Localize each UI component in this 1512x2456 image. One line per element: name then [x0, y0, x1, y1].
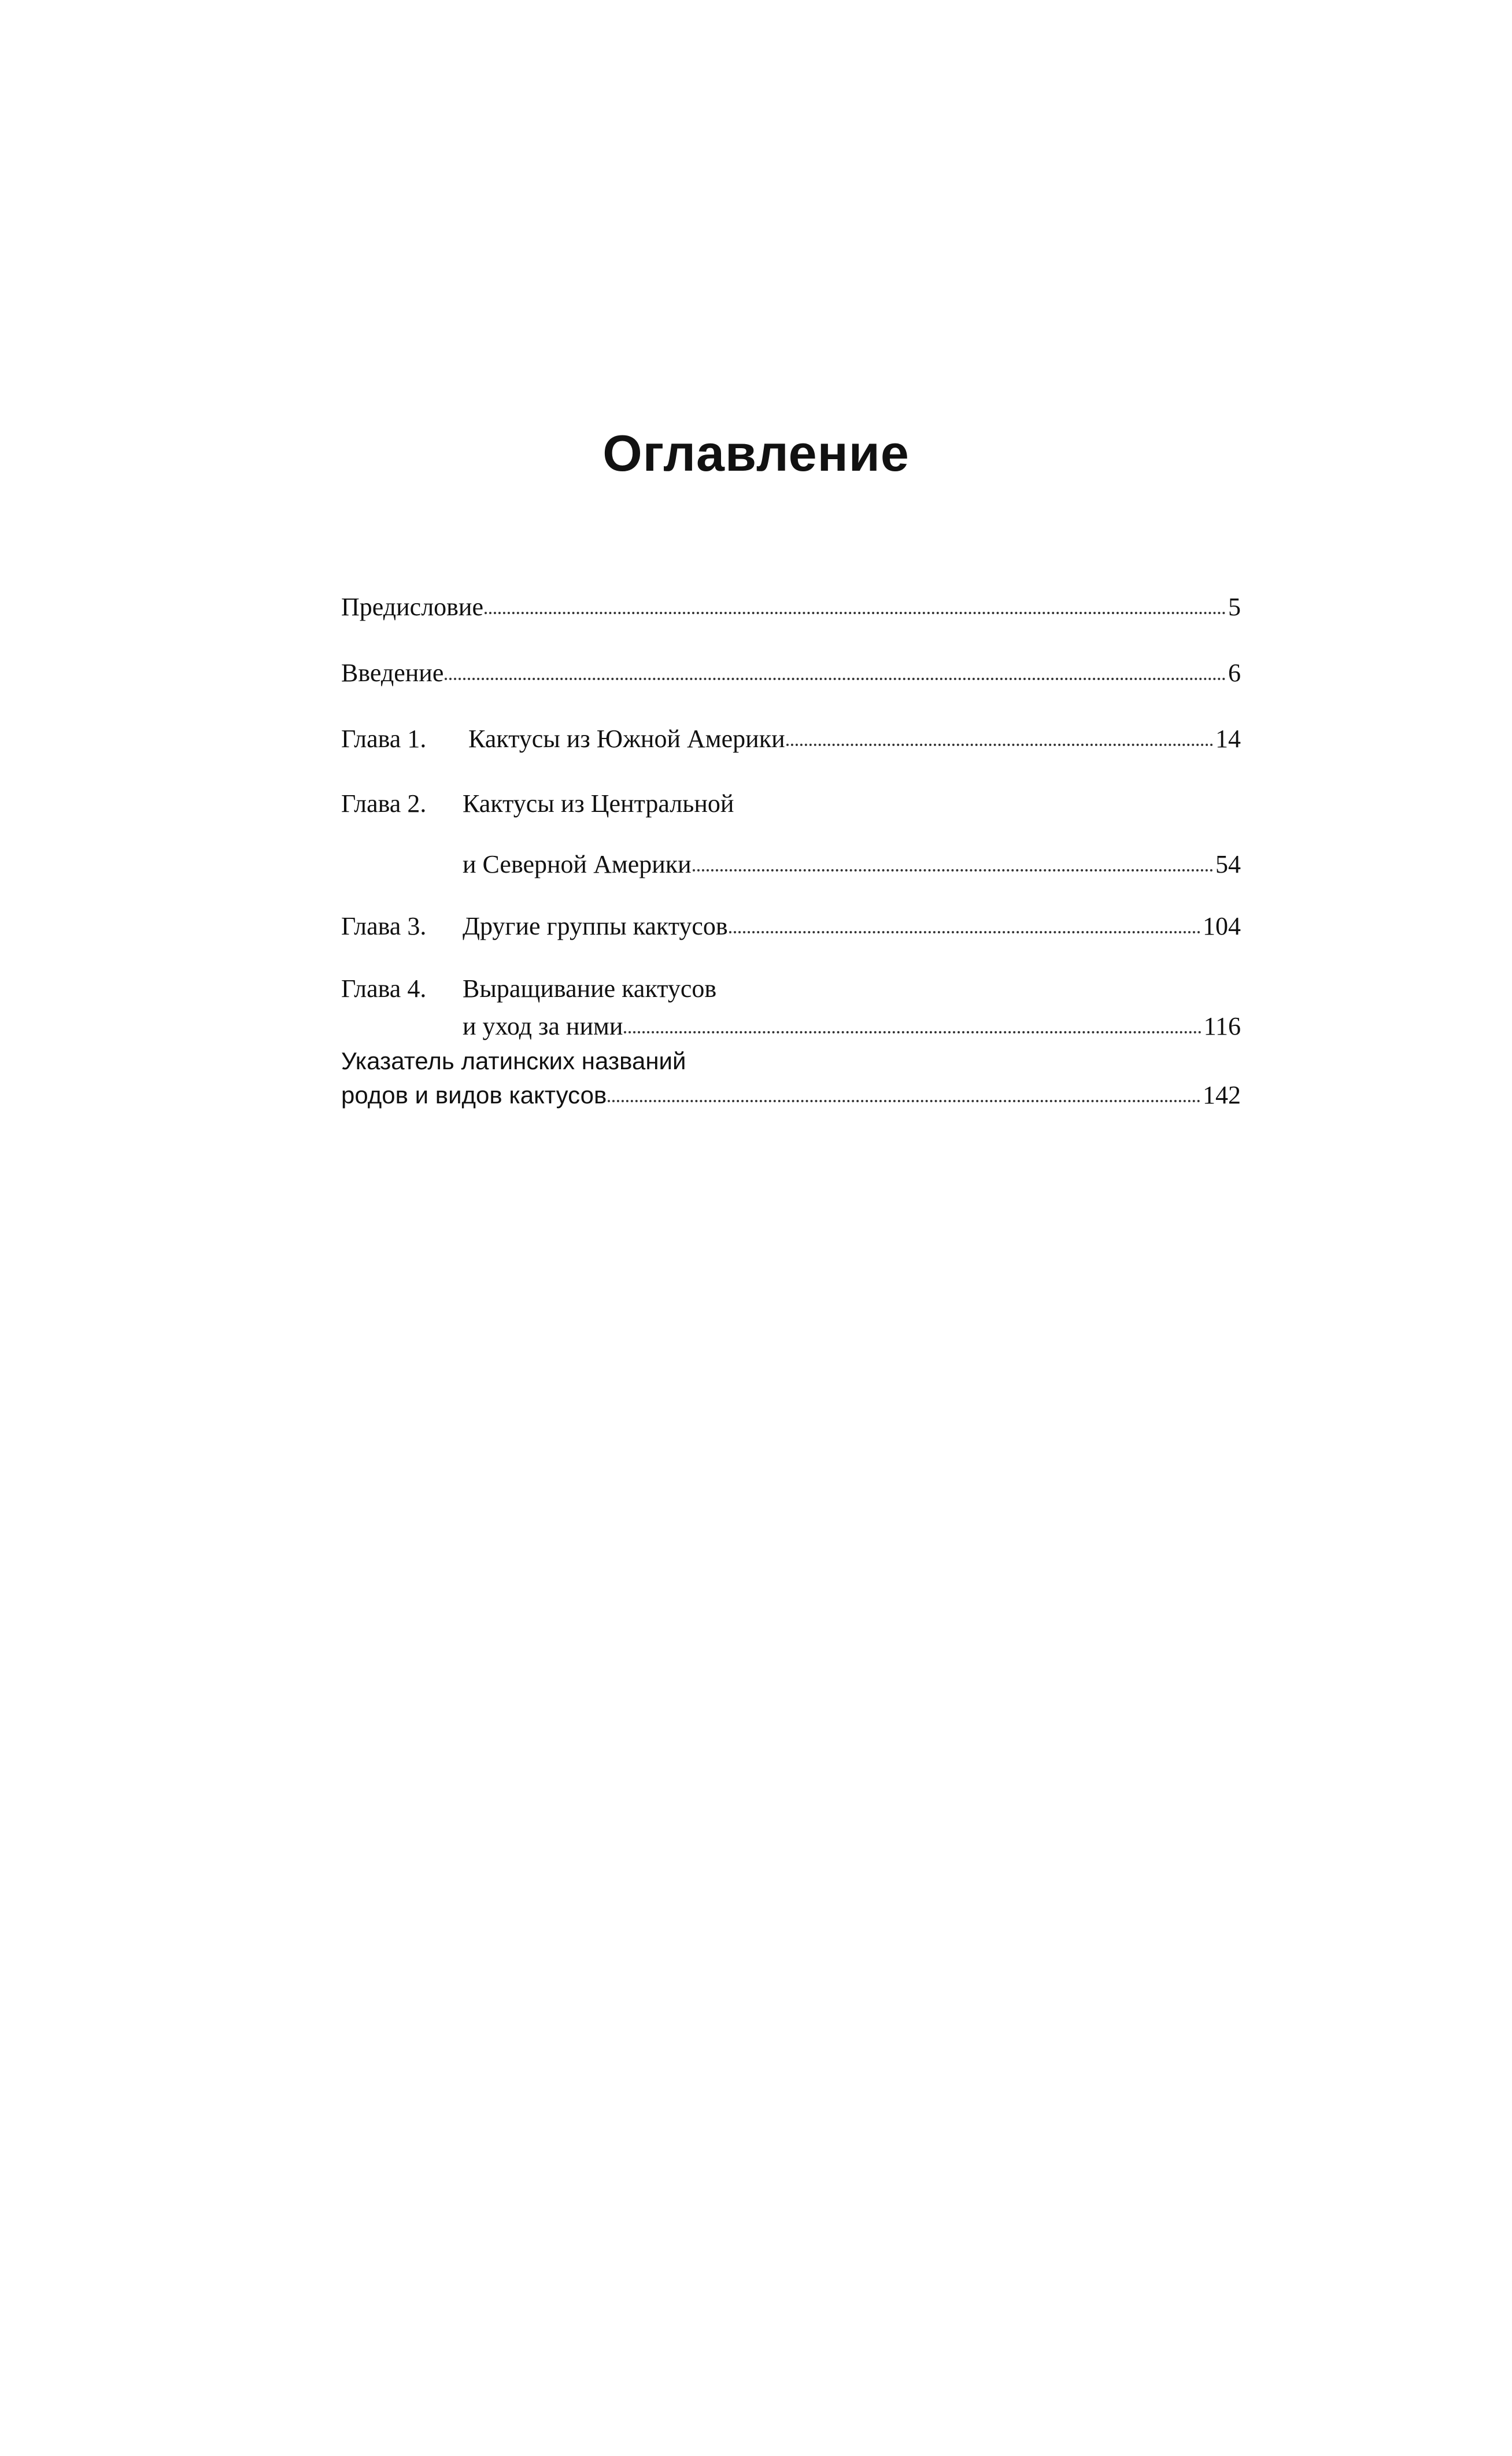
- dot-leader: [729, 931, 1200, 933]
- toc-entry-preface[interactable]: [341, 590, 1241, 625]
- toc-page-number: 142: [1203, 1081, 1241, 1109]
- toc-entry-chapter-3[interactable]: [341, 909, 1241, 944]
- toc-entry-chapter-4[interactable]: [341, 972, 1241, 1006]
- dot-leader: [693, 869, 1213, 871]
- toc-chapter-number: Глава 4.: [341, 974, 427, 1003]
- toc-entry-label: родов и видов кактусов: [341, 1081, 607, 1109]
- toc-entry-label: Выращивание кактусов: [463, 974, 717, 1003]
- toc-entry-label: Кактусы из Южной Америки: [468, 725, 785, 753]
- toc-page-number: 104: [1203, 912, 1241, 940]
- dot-leader: [485, 612, 1226, 614]
- toc-entry-chapter-4-continued[interactable]: [341, 1009, 1241, 1044]
- toc-page-number: 6: [1228, 659, 1241, 687]
- toc-chapter-number: Глава 2.: [341, 789, 427, 818]
- toc-entry-index-continued[interactable]: [341, 1078, 1241, 1113]
- toc-page-number: 116: [1203, 1012, 1241, 1040]
- page-title: Оглавление: [602, 424, 910, 482]
- toc-entry-index[interactable]: [341, 1044, 1241, 1079]
- toc-chapter-number: Глава 3.: [341, 912, 427, 940]
- dot-leader: [445, 678, 1226, 680]
- dot-leader: [786, 744, 1213, 746]
- toc-entry-chapter-2-continued[interactable]: [341, 847, 1241, 882]
- toc-page-number: 14: [1215, 725, 1241, 753]
- toc-entry-label: и уход за ними: [463, 1012, 623, 1040]
- toc-page-number: 5: [1228, 593, 1241, 621]
- toc-entry-label: Кактусы из Центральной: [463, 789, 734, 818]
- toc-entry-label: Другие группы кактусов: [463, 912, 728, 940]
- toc-entry-chapter-2[interactable]: [341, 786, 1241, 821]
- toc-entry-introduction[interactable]: [341, 656, 1241, 690]
- toc-entry-label: Указатель латинских названий: [341, 1047, 686, 1074]
- dot-leader: [624, 1031, 1201, 1033]
- dot-leader: [608, 1100, 1200, 1102]
- toc-entry-label: Предисловие: [341, 593, 483, 621]
- toc-entry-label: Введение: [341, 659, 444, 687]
- toc-entry-chapter-1[interactable]: [341, 722, 1241, 756]
- toc-entry-label: и Северной Америки: [463, 850, 692, 878]
- toc-chapter-number: Глава 1.: [341, 725, 427, 753]
- toc-page-number: 54: [1215, 850, 1241, 878]
